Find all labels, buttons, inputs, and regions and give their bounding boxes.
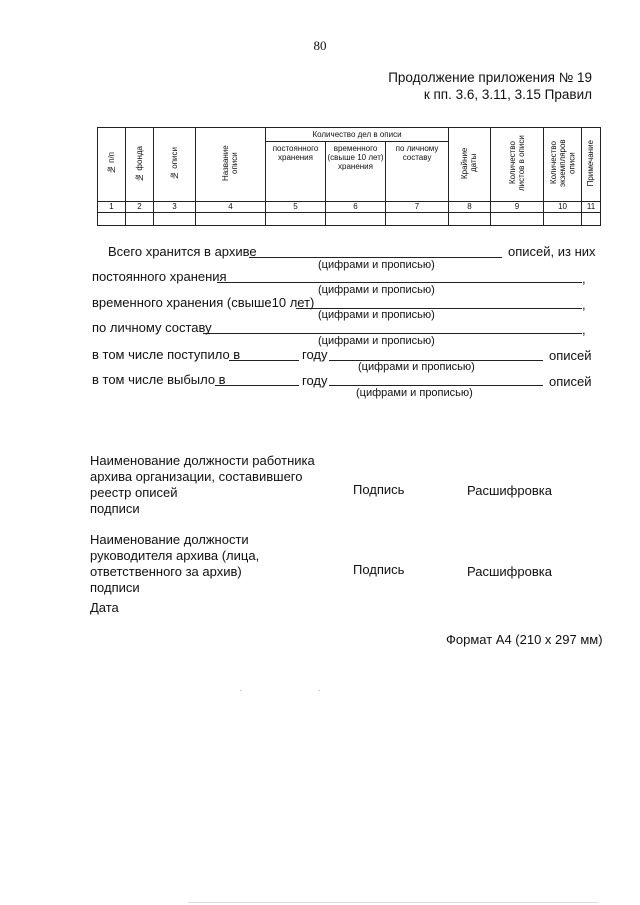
table-cell[interactable] — [98, 213, 126, 226]
hint-perm: (цифрами и прописью) — [318, 284, 435, 296]
scan-speck — [240, 690, 242, 691]
table-cell[interactable] — [386, 213, 449, 226]
table-cell[interactable] — [582, 213, 601, 226]
retired-year-field[interactable] — [215, 385, 299, 386]
appendix-title: Продолжение приложения № 19 — [388, 70, 592, 85]
perm-label: постоянного хранения — [92, 269, 227, 284]
personal-field[interactable] — [203, 333, 582, 334]
scan-speck — [318, 690, 320, 691]
col-number: 7 — [386, 202, 449, 213]
col-number: 11 — [582, 202, 601, 213]
table-cell[interactable] — [266, 213, 326, 226]
total-field[interactable] — [249, 257, 502, 258]
col-number: 3 — [154, 202, 196, 213]
appendix-reference: к пп. 3.6, 3.11, 3.15 Правил — [423, 87, 592, 102]
header-num: № п/п — [98, 128, 126, 202]
hint-retired: (цифрами и прописью) — [356, 387, 473, 399]
retired-opisey: описей — [549, 374, 592, 389]
header-dates: Крайние даты — [449, 128, 491, 202]
table-cell[interactable] — [326, 213, 386, 226]
total-label: Всего хранится в архиве — [108, 244, 257, 259]
table-cell[interactable] — [491, 213, 544, 226]
header-copies: Количество экземпляров описи — [544, 128, 582, 202]
scan-edge-line — [188, 902, 598, 903]
table-cell[interactable] — [449, 213, 491, 226]
col-number: 9 — [491, 202, 544, 213]
total-suffix: описей, из них — [508, 244, 596, 259]
received-label: в том числе поступило в — [92, 347, 241, 362]
hint-temp: (цифрами и прописью) — [318, 309, 435, 321]
table-cell[interactable] — [544, 213, 582, 226]
retired-label: в том числе выбыло в — [92, 372, 226, 387]
col-number: 5 — [266, 202, 326, 213]
received-year-field[interactable] — [229, 360, 299, 361]
col-number: 4 — [196, 202, 266, 213]
header-sheets: Количество листов в описи — [491, 128, 544, 202]
col-number: 8 — [449, 202, 491, 213]
header-perm: постоянного хранения — [266, 142, 326, 202]
retired-count-field[interactable] — [329, 385, 543, 386]
header-note: Примечание — [582, 128, 601, 202]
signature-label-2: Подпись — [353, 562, 405, 577]
personal-comma: , — [582, 322, 586, 337]
col-number: 1 — [98, 202, 126, 213]
header-opis: № описи — [154, 128, 196, 202]
perm-field[interactable] — [217, 282, 582, 283]
hint-personal: (цифрами и прописью) — [318, 335, 435, 347]
table-cell[interactable] — [154, 213, 196, 226]
table-cell[interactable] — [126, 213, 154, 226]
col-number: 6 — [326, 202, 386, 213]
format-note: Формат А4 (210 х 297 мм) — [446, 632, 603, 647]
decode-label-2: Расшифровка — [467, 564, 552, 579]
col-number: 10 — [544, 202, 582, 213]
hint-received: (цифрами и прописью) — [358, 361, 475, 373]
header-count-group: Количество дел в описи — [266, 128, 449, 142]
received-year-word: году — [302, 347, 328, 362]
page-number: 80 — [313, 38, 327, 53]
temp-comma: , — [582, 297, 586, 312]
archive-register-table — [97, 127, 601, 226]
temp-label: временного хранения (свыше10 лет) — [92, 295, 315, 310]
received-opisey: описей — [549, 348, 592, 363]
header-fond: № фонда — [126, 128, 154, 202]
perm-comma: , — [582, 271, 586, 286]
table-cell[interactable] — [196, 213, 266, 226]
decode-label-1: Расшифровка — [467, 483, 552, 498]
date-label: Дата — [90, 600, 119, 615]
hint-total: (цифрами и прописью) — [318, 259, 435, 271]
header-name: Название описи — [196, 128, 266, 202]
signature-label-1: Подпись — [353, 482, 405, 497]
retired-year-word: году — [302, 373, 328, 388]
table-row — [98, 213, 601, 226]
header-temp: временного (свыше 10 лет) хранения — [326, 142, 386, 202]
col-number: 2 — [126, 202, 154, 213]
header-personal: по личному составу — [386, 142, 449, 202]
personal-label: по личному составу — [92, 320, 212, 335]
signature-block-head: Наименование должности руководителя архива (лица, ответственного за архив) подписи — [90, 532, 260, 595]
signature-block-archivist: Наименование должности работника архива организации, составившего реестр описей подписи — [90, 453, 315, 516]
